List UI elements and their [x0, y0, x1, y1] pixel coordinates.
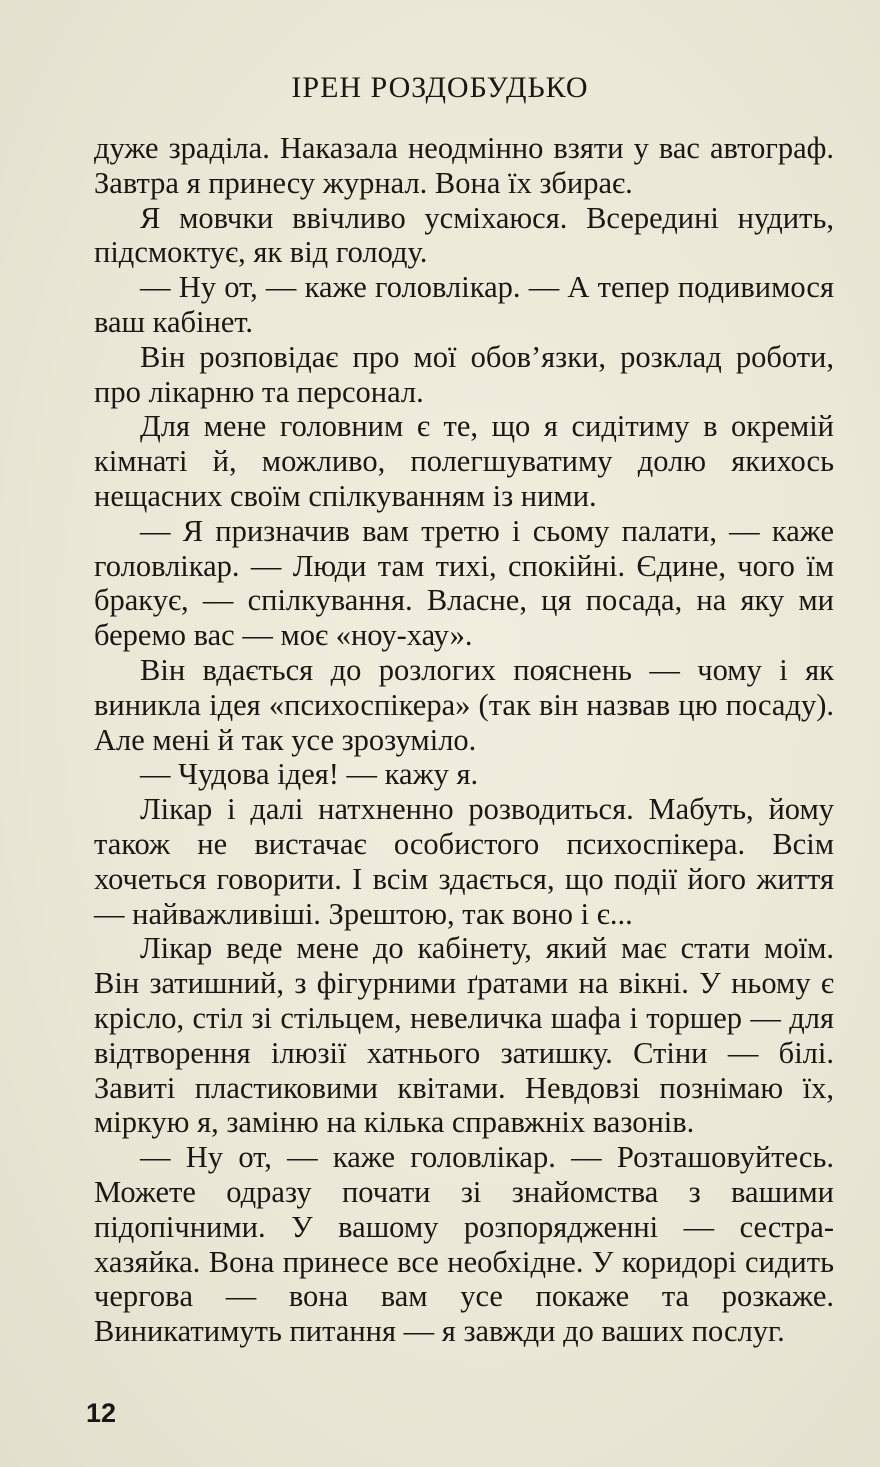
paragraph: Він розповідає про мої обов’язки, розклад роботи, про лікарню та персонал.	[94, 339, 834, 409]
paragraph: дуже зраділа. Наказала неодмінно взяти у вас автограф. Завтра я принесу журнал. Вона їх збирає.	[94, 131, 834, 200]
paragraph: Лікар веде мене до кабінету, який має стати моїм. Він затишний, з фігурними ґратами на вікні. У ньому є крісло, стіл зі стільцем, невеличка шафа і торшер — для відтворення ілюзії хатнього затишку. Стіни — білі. Завиті пластиковими квітами. Невдовзі познімаю їх, міркую я, заміню на кілька справжніх вазонів.	[94, 931, 834, 1140]
paragraph: Він вдається до розлогих пояснень — чому і як виникла ідея «психоспікера» (так він назвав цю посаду). Але мені й так усе зрозуміло.	[94, 652, 834, 757]
paragraph: — Чудова ідея! — кажу я.	[140, 757, 479, 792]
paragraph: — Я призначив вам третю і сьому палати, — каже головлікар. — Люди там тихі, спокійні. Єдине, чого їм бракує, — спілкування. Власне, ця посада, на яку ми беремо вас — моє «ноу-хау».	[94, 513, 834, 653]
paragraph: Для мене головним є те, що я сидітиму в окремій кімнаті й, можливо, полегшуватиму долю якихось нещасних своїм спілкуванням із ними.	[94, 409, 834, 513]
running-head-author: ІРЕН РОЗДОБУДЬКО	[291, 71, 589, 104]
paragraph: — Ну от, — каже головлікар. — Розташовуйтесь. Можете одразу почати зі знайомства з вашими підопічними. У вашому розпорядженні — сестра-хазяйка. Вона принесе все необхідне. У коридорі сидить черговa — вона вам усе покаже та розкаже. Виникатимуть питання — я завжди до ваших послуг.	[94, 1140, 834, 1349]
paragraph: Я мовчки ввічливо усміхаюся. Всередині нудить, підсмоктує, як від голоду.	[94, 200, 834, 270]
paragraph: Лікар і далі натхненно розводиться. Мабуть, йому також не вистачає особистого психоспікера. Всім хочеться говорити. І всім здається, що події його життя — найважливіші. Зрештою, так воно і є...	[94, 792, 834, 931]
page-number: 12	[86, 1398, 117, 1428]
body-text	[94, 131, 834, 1349]
paragraph: — Ну от, — каже головлікар. — А тепер подивимося ваш кабінет.	[94, 270, 834, 339]
